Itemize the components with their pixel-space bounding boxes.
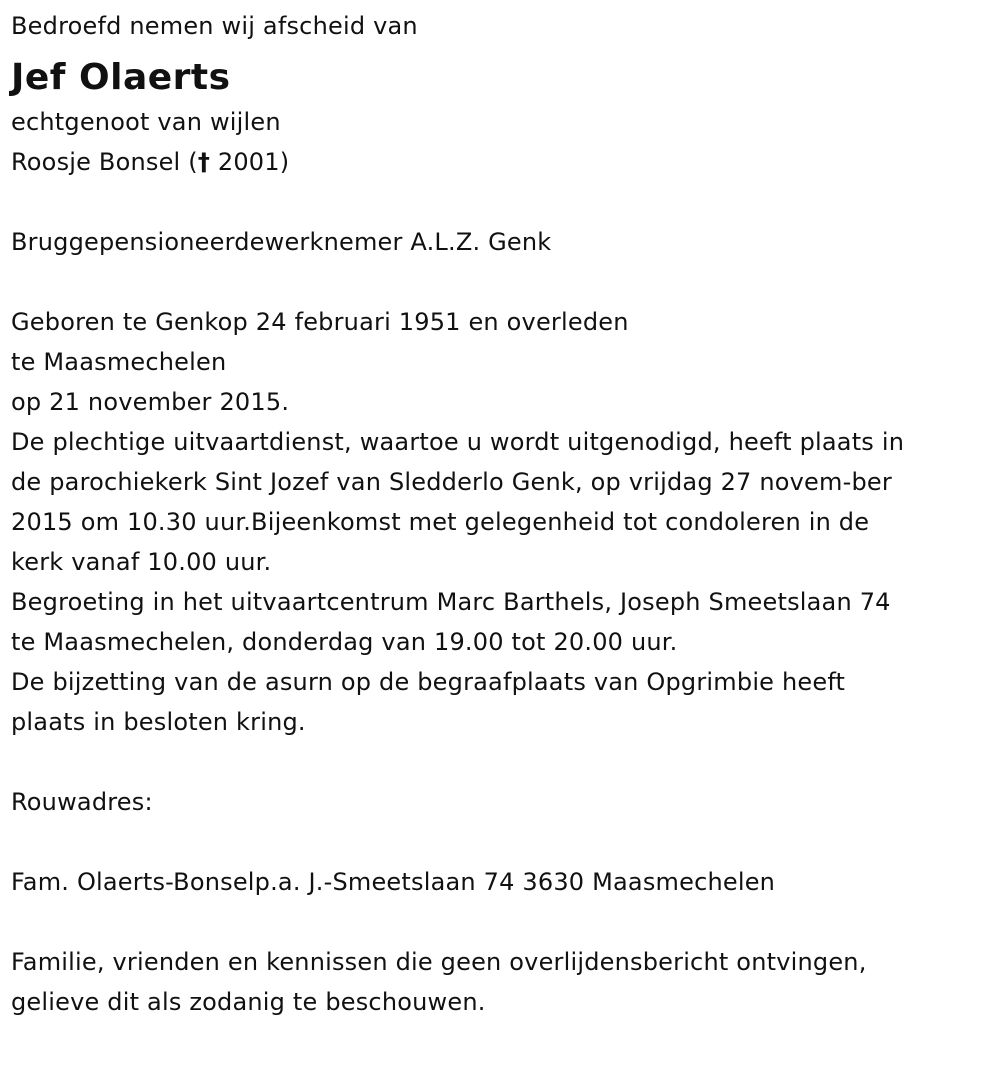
spouse-line-1: echtgenoot van wijlen (11, 108, 281, 136)
cross-icon: † (197, 148, 211, 176)
body-line: Begroeting in het uitvaartcentrum Marc Barthels, Joseph Smeetslaan 74 (11, 588, 891, 616)
spouse-death-year: 2001) (210, 148, 290, 176)
mourning-address: Fam. Olaerts-Bonselp.a. J.-Smeetslaan 74 3630 Maasmechelen (11, 868, 776, 896)
intro-text: Bedroefd nemen wij afscheid van (11, 12, 418, 40)
deceased-name: Jef Olaerts (11, 57, 231, 98)
body-line: De plechtige uitvaartdienst, waartoe u wordt uitgenodigd, heeft plaats in (11, 428, 905, 456)
body-line: Geboren te Genkop 24 februari 1951 en overleden (11, 308, 629, 336)
closing-line-2: gelieve dit als zodanig te beschouwen. (11, 988, 486, 1016)
body-line: plaats in besloten kring. (11, 708, 306, 736)
body-line: 2015 om 10.30 uur.Bijeenkomst met gelegenheid tot condoleren in de (11, 508, 870, 536)
body-line: de parochiekerk Sint Jozef van Sledderlo Genk, op vrijdag 27 novem-ber (11, 468, 892, 496)
address-label: Rouwadres: (11, 788, 153, 816)
occupation-text: Bruggepensioneerdewerknemer A.L.Z. Genk (11, 228, 552, 256)
closing-line-1: Familie, vrienden en kennissen die geen overlijdensbericht ontvingen, (11, 948, 867, 976)
body-line: op 21 november 2015. (11, 388, 290, 416)
body-line: te Maasmechelen, donderdag van 19.00 tot 20.00 uur. (11, 628, 678, 656)
spouse-name: Roosje Bonsel ( (11, 148, 198, 176)
death-notice (11, 6, 991, 1022)
body-line: De bijzetting van de asurn op de begraafplaats van Opgrimbie heeft (11, 668, 846, 696)
body-line: te Maasmechelen (11, 348, 227, 376)
spouse-line-2 (11, 142, 991, 182)
body-line: kerk vanaf 10.00 uur. (11, 548, 272, 576)
